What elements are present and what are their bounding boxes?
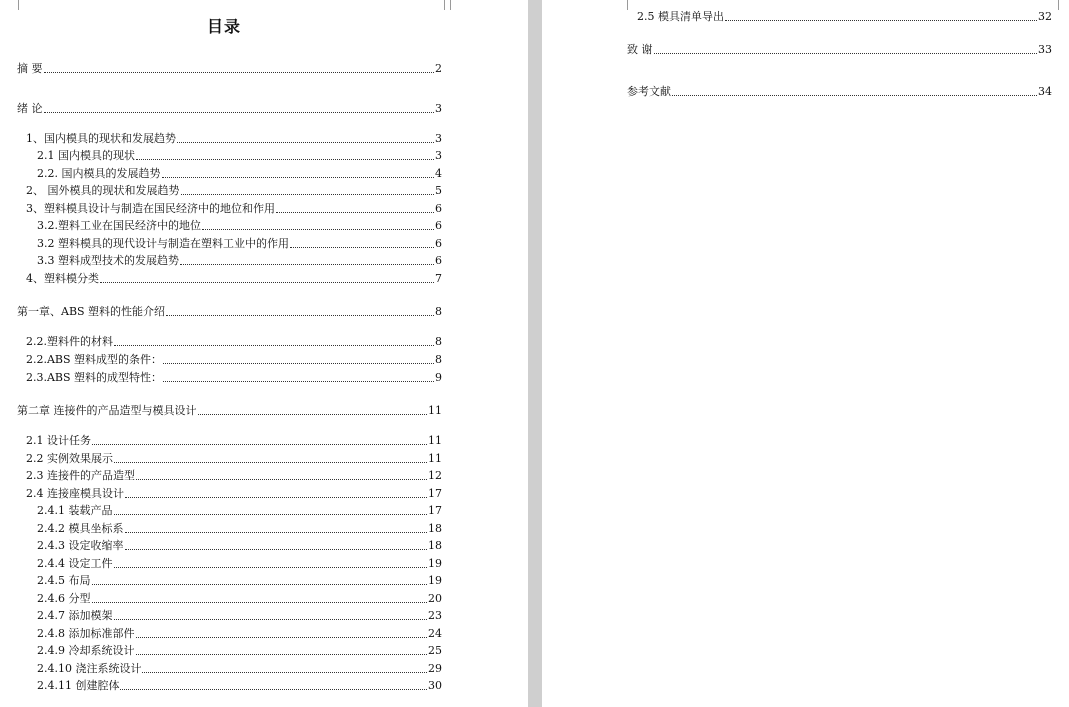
toc-entry[interactable]: [627, 41, 1052, 57]
toc-entry-page-number: 32: [1038, 10, 1052, 23]
toc-entry[interactable]: [627, 83, 1052, 99]
toc-entry[interactable]: [37, 660, 442, 676]
toc-entry[interactable]: [26, 182, 442, 198]
toc-entry[interactable]: [26, 333, 442, 349]
toc-entry-page-number: 7: [435, 272, 442, 285]
toc-entry-text: 2.2.塑料件的材料: [26, 335, 113, 348]
toc-entry-page-number: 3: [435, 102, 442, 115]
toc-entry[interactable]: [26, 351, 442, 367]
toc-dot-leader: [672, 95, 1037, 96]
toc-dot-leader: [92, 444, 427, 445]
toc-entry-page-number: 33: [1038, 43, 1052, 56]
toc-dot-leader: [654, 53, 1038, 54]
toc-dot-leader: [114, 462, 427, 463]
toc-dot-leader: [136, 654, 428, 655]
toc-entry-page-number: 30: [428, 679, 442, 692]
toc-entry[interactable]: [26, 467, 442, 483]
toc-entry-text: 绪 论: [17, 102, 43, 115]
toc-dot-leader: [163, 363, 434, 364]
toc-entry-page-number: 6: [435, 202, 442, 215]
toc-entry[interactable]: [37, 537, 442, 553]
toc-dot-leader: [198, 414, 428, 415]
toc-entry[interactable]: [37, 677, 442, 693]
toc-dot-leader: [92, 584, 428, 585]
toc-dot-leader: [163, 381, 434, 382]
toc-dot-leader: [725, 20, 1037, 21]
toc-entry-text: 3.2 塑料模具的现代设计与制造在塑料工业中的作用: [37, 237, 289, 250]
toc-entry-text: 2.1 设计任务: [26, 434, 91, 447]
toc-entry[interactable]: [26, 130, 442, 146]
toc-entry[interactable]: [37, 642, 442, 658]
toc-entry[interactable]: [17, 60, 442, 76]
toc-entry[interactable]: [637, 8, 1052, 24]
toc-dot-leader: [136, 637, 428, 638]
toc-dot-leader: [136, 159, 434, 160]
toc-dot-leader: [92, 602, 428, 603]
toc-entry-page-number: 8: [435, 335, 442, 348]
toc-entry-page-number: 17: [428, 504, 442, 517]
toc-entry-text: 第二章 连接件的产品造型与模具设计: [17, 404, 197, 417]
toc-entry-text: 2.2. 国内模具的发展趋势: [37, 167, 161, 180]
toc-entry-page-number: 9: [435, 371, 442, 384]
toc-entry[interactable]: [26, 270, 442, 286]
toc-dot-leader: [125, 549, 428, 550]
toc-entry-text: 2.4.11 创建腔体: [37, 679, 120, 692]
toc-entry-text: 2.2 实例效果展示: [26, 452, 113, 465]
toc-entry-page-number: 34: [1038, 85, 1052, 98]
toc-entry[interactable]: [37, 572, 442, 588]
toc-entry-text: 2、 国外模具的现状和发展趋势: [26, 184, 180, 197]
toc-page-right: [542, 0, 1069, 707]
toc-dot-leader: [114, 514, 428, 515]
toc-entry[interactable]: [26, 369, 442, 385]
toc-entry-page-number: 24: [428, 627, 442, 640]
toc-page-left: [0, 0, 528, 707]
toc-dot-leader: [181, 194, 435, 195]
toc-dot-leader: [125, 532, 428, 533]
toc-entry-text: 2.4.10 浇注系统设计: [37, 662, 142, 675]
toc-entry[interactable]: [37, 590, 442, 606]
toc-entry-text: 2.4.1 装载产品: [37, 504, 113, 517]
toc-dot-leader: [114, 345, 434, 346]
page-corner-mark: [1058, 0, 1069, 10]
page-gutter: [528, 0, 542, 707]
page-corner-mark: [450, 0, 461, 10]
toc-entry-text: 3、塑料模具设计与制造在国民经济中的地位和作用: [26, 202, 275, 215]
toc-entry-page-number: 3: [435, 149, 442, 162]
toc-entry-page-number: 8: [435, 353, 442, 366]
toc-entry[interactable]: [26, 432, 442, 448]
toc-dot-leader: [202, 229, 434, 230]
toc-dot-leader: [180, 264, 434, 265]
toc-entry[interactable]: [37, 147, 442, 163]
toc-entry-page-number: 18: [428, 522, 442, 535]
toc-entry-page-number: 19: [428, 574, 442, 587]
toc-entry-text: 2.4.9 冷却系统设计: [37, 644, 135, 657]
toc-entry-page-number: 5: [435, 184, 442, 197]
toc-entry[interactable]: [37, 625, 442, 641]
toc-entry-text: 第一章、ABS 塑料的性能介绍: [17, 305, 166, 318]
toc-entry-page-number: 3: [435, 132, 442, 145]
toc-entry[interactable]: [37, 520, 442, 536]
toc-entry[interactable]: [17, 402, 442, 418]
toc-entry-text: 2.1 国内模具的现状: [37, 149, 135, 162]
toc-dot-leader: [290, 247, 434, 248]
toc-title: 目录: [206, 17, 241, 36]
toc-entry-text: 3.3 塑料成型技术的发展趋势: [37, 254, 179, 267]
toc-entry-page-number: 20: [428, 592, 442, 605]
toc-entry-page-number: 19: [428, 557, 442, 570]
toc-dot-leader: [44, 72, 435, 73]
toc-entry-page-number: 23: [428, 609, 442, 622]
toc-entry[interactable]: [37, 502, 442, 518]
toc-dot-leader: [136, 479, 427, 480]
toc-entry-page-number: 6: [435, 254, 442, 267]
toc-entry-text: 2.4.2 模具坐标系: [37, 522, 124, 535]
toc-entry-page-number: 11: [428, 452, 442, 465]
toc-dot-leader: [120, 689, 427, 690]
toc-entry-page-number: 6: [435, 237, 442, 250]
page-corner-mark: [8, 0, 19, 10]
toc-entry-page-number: 8: [435, 305, 442, 318]
toc-entry-text: 致 谢: [627, 43, 653, 56]
toc-entry[interactable]: [17, 100, 442, 116]
toc-entry[interactable]: [26, 485, 442, 501]
toc-entry[interactable]: [26, 450, 442, 466]
toc-dot-leader: [166, 315, 434, 316]
toc-entry-text: 2.4.6 分型: [37, 592, 91, 605]
toc-entry[interactable]: [26, 200, 442, 216]
toc-entry-text: 2.5 模具清单导出: [637, 10, 724, 23]
toc-entry-page-number: 18: [428, 539, 442, 552]
toc-dot-leader: [177, 142, 434, 143]
toc-dot-leader: [44, 112, 435, 113]
toc-entry-text: 2.4.8 添加标准部件: [37, 627, 135, 640]
toc-dot-leader: [142, 672, 427, 673]
toc-entry-text: 2.4.3 设定收缩率: [37, 539, 124, 552]
toc-dot-leader: [276, 212, 434, 213]
toc-entry-text: 1、国内模具的现状和发展趋势: [26, 132, 176, 145]
toc-entry-page-number: 11: [428, 404, 442, 417]
toc-entry[interactable]: [37, 235, 442, 251]
toc-entry-text: 2.4.7 添加模架: [37, 609, 113, 622]
toc-entry-page-number: 17: [428, 487, 442, 500]
toc-entry-text: 参考文献: [627, 85, 671, 98]
toc-dot-leader: [125, 497, 427, 498]
toc-entry[interactable]: [17, 303, 442, 319]
toc-entry-text: 2.4 连接座模具设计: [26, 487, 124, 500]
toc-entry-text: 2.2.ABS 塑料成型的条件：: [26, 353, 163, 366]
toc-entry-text: 2.3 连接件的产品造型: [26, 469, 135, 482]
page-corner-mark: [617, 0, 628, 10]
toc-entry-page-number: 29: [428, 662, 442, 675]
toc-entry-text: 摘 要: [17, 62, 43, 75]
toc-entry[interactable]: [37, 555, 442, 571]
toc-entry-page-number: 25: [428, 644, 442, 657]
toc-entry[interactable]: [37, 607, 442, 623]
toc-entry-page-number: 6: [435, 219, 442, 232]
toc-entry-page-number: 2: [435, 62, 442, 75]
toc-entry[interactable]: [37, 217, 442, 233]
toc-dot-leader: [162, 177, 435, 178]
toc-entry-text: 4、塑料模分类: [26, 272, 99, 285]
toc-entry-text: 2.4.4 设定工件: [37, 557, 113, 570]
toc-entry-text: 2.3.ABS 塑料的成型特性：: [26, 371, 163, 384]
toc-entry-page-number: 11: [428, 434, 442, 447]
toc-entry-text: 2.4.5 布局: [37, 574, 91, 587]
toc-entry-page-number: 12: [428, 469, 442, 482]
toc-dot-leader: [100, 282, 434, 283]
toc-dot-leader: [114, 619, 428, 620]
toc-entry[interactable]: [37, 165, 442, 181]
toc-entry-page-number: 4: [435, 167, 442, 180]
toc-entry-text: 3.2.塑料工业在国民经济中的地位: [37, 219, 201, 232]
toc-entry[interactable]: [37, 252, 442, 268]
toc-dot-leader: [114, 567, 428, 568]
